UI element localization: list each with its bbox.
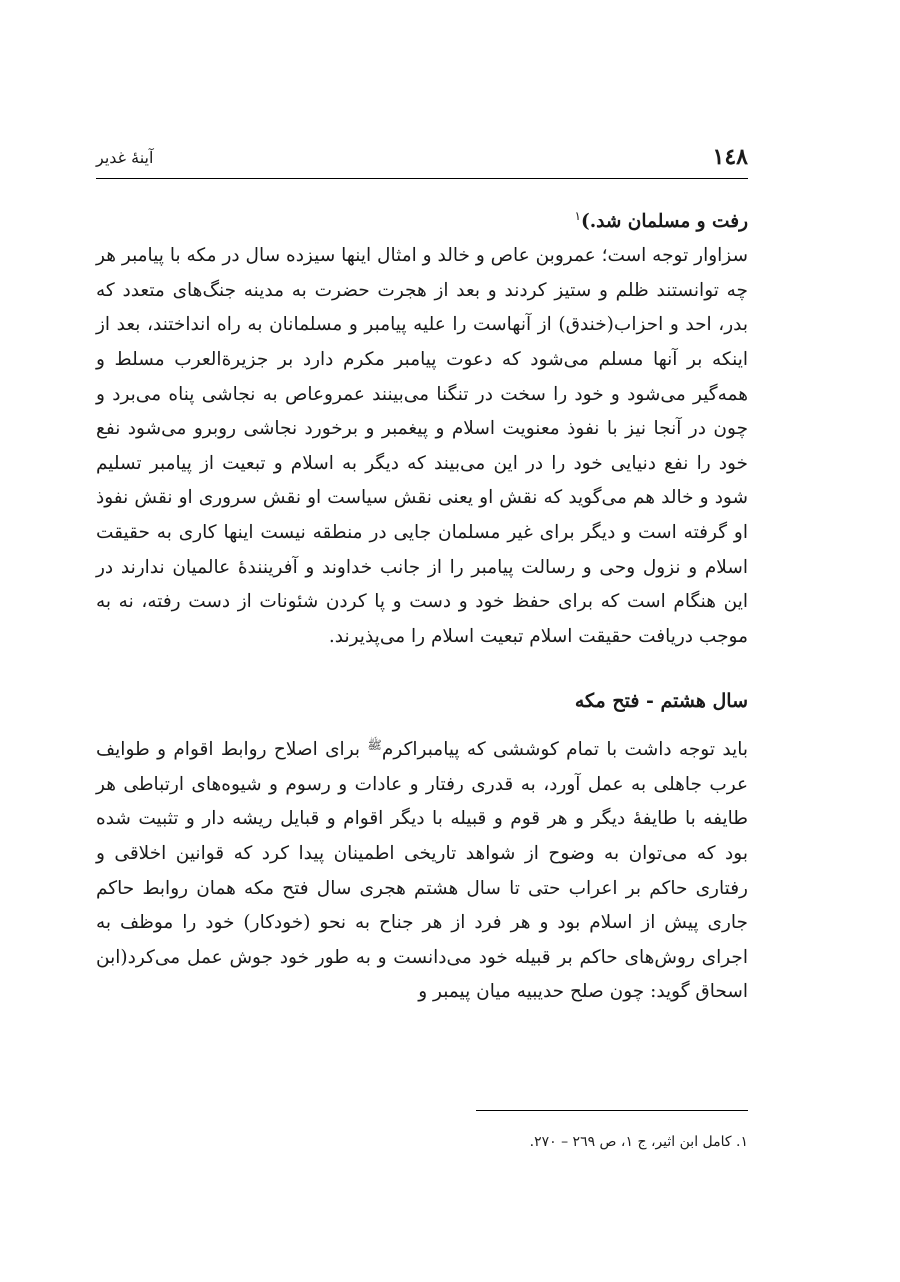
footnote: ۱. کامل ابن اثیر، ج ۱، ص ۲٦۹ – ۲۷۰. xyxy=(529,1134,748,1150)
page-number: ۱٤۸ xyxy=(712,144,748,170)
honorific-symbol: ﷺ xyxy=(367,738,382,753)
footnote-reference[interactable]: ۱ xyxy=(574,209,581,223)
running-title: آینهٔ غدیر xyxy=(96,148,154,167)
paragraph-2-part-1: باید توجه داشت با تمام کوششی که پیامبراکرم xyxy=(381,739,748,761)
paragraph-2-part-2: برای اصلاح روابط اقوام و طوایف عرب جاهلی به عمل آورد، به قدری رفتار و عادات و رسوم و شیوه‌های ارتباطی هر طایفه با طایفهٔ دیگر و هر قوم و قبیله با دیگر اقوام و قبایل ریشه دار و تثبیت شده بود که می‌توان به وضوح از شواهد تاریخی اطمینان پیدا کرد که قوانین اخلاقی و رفتاری حاکم بر اعراب حتی تا سال هشتم هجری سال فتح مکه همان روابط حاکم جاری پیش از اسلام بود و هر فرد از هر جناح به نحو (خودکار) خود را موظف به اجرای روش‌های حاکم بر قبیله خود می‌دانست و به طور خود جوش عمل می‌کرد(ابن اسحاق گوید: چون صلح حدیبیه میان پیمبر و xyxy=(96,739,748,1003)
section-heading: سال هشتم - فتح مکه xyxy=(574,690,748,713)
page-header xyxy=(96,138,748,179)
continuation-text: رفت و مسلمان شد.) xyxy=(580,211,748,233)
paragraph-2 xyxy=(96,728,748,1010)
page xyxy=(96,138,748,1010)
paragraph-1: سزاوار توجه است؛ عمروبن عاص و خالد و امثال اینها سیزده سال در مکه با پیامبر هر چه توانستند ظلم و ستیز کردند و بعد از هجرت حضرت به مدینه جنگ‌های متعدد که بدر، احد و احزاب(خندق) از آنهاست را علیه پیامبر و مسلمانان به راه انداختند، بعد از اینکه بر آنها مسلم می‌شود که دعوت پیامبر مکرم دارد بر جزیرةالعرب مسلط و همه‌گیر می‌شود و خود را سخت در تنگنا می‌بینند عمروعاص به نجاشی پناه می‌برد و چون در آنجا نیز با نفوذ معنویت اسلام و پیغمبر و برخورد نجاشی روبرو می‌شود نفع خود را نفع دنیایی خود را در این می‌بیند که دیگر به اسلام و تبعیت از پیامبر تسلیم شود و خالد هم می‌گوید که نقش او یعنی نقش سیاست او نقش سروری او نقش نفوذ او گرفته است و دیگر برای غیر مسلمان جایی در منطقه نیست اینها کاری به حقیقت اسلام و نزول وحی و رسالت پیامبر را از جانب خداوند و آفرینندهٔ عالمیان ندارند در این هنگام است که برای حفظ خود و دست و پا کردن شئونات از دست رفته، نه به موجب دریافت حقیقت اسلام تبعیت اسلام را می‌پذیرند. xyxy=(96,245,748,647)
footnote-divider xyxy=(476,1110,748,1111)
continuation-line xyxy=(96,199,748,239)
